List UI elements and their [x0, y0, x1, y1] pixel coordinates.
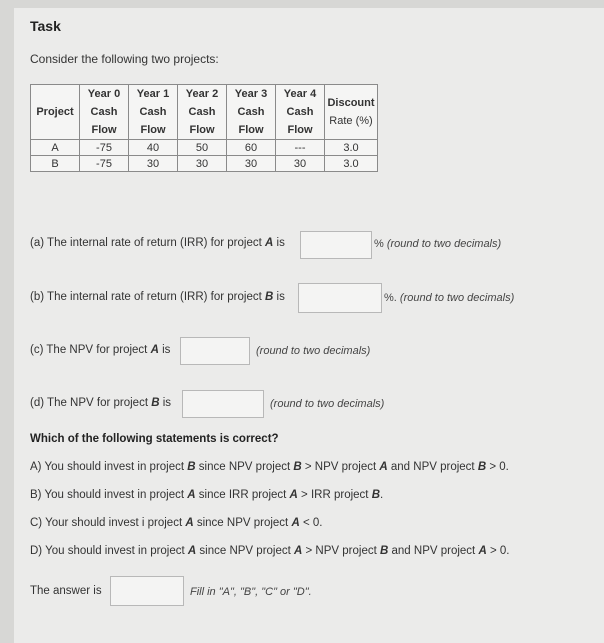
option-d-part: since NPV project [196, 545, 295, 557]
row-a-rate: 3.0 [325, 140, 378, 156]
option-c-part: A [291, 517, 300, 529]
header-year-2-l3: Flow [189, 124, 215, 136]
option-b [30, 489, 383, 501]
option-d-part: A [478, 545, 487, 557]
row-a-y0: -75 [80, 140, 129, 156]
question-a-tail: is [273, 237, 285, 249]
row-a-y3: 60 [227, 140, 276, 156]
question-d-tail: is [159, 397, 172, 409]
question-d-note: (round to two decimals) [270, 398, 385, 410]
header-year-0-l1: Year 0 [87, 88, 121, 100]
option-a-part: > 0. [486, 461, 509, 473]
question-c-note: (round to two decimals) [256, 345, 371, 357]
header-year-1-l2: Cash [139, 106, 167, 118]
header-year-3 [227, 85, 276, 140]
option-a-part: A) You should invest in project [30, 461, 188, 473]
row-b-y3: 30 [227, 156, 276, 172]
option-b-part: > IRR project [297, 489, 372, 501]
option-c [30, 517, 322, 529]
option-c-part: since NPV project [193, 517, 292, 529]
header-year-1-l3: Flow [140, 124, 166, 136]
option-d-part: B [380, 545, 389, 557]
row-b-y4: 30 [276, 156, 325, 172]
option-d-part: and NPV project [388, 545, 479, 557]
question-c-project: A [150, 344, 159, 356]
question-b-note: (round to two decimals) [399, 292, 515, 304]
option-a-part: B [293, 461, 302, 473]
option-b-part: B [371, 489, 380, 501]
option-d-part: A [294, 545, 303, 557]
answer-note: Fill in "A", "B", "C" or "D". [190, 586, 312, 598]
option-b-part: A [187, 489, 196, 501]
option-b-part: since IRR project [195, 489, 290, 501]
row-b-y2: 30 [178, 156, 227, 172]
option-a-part: since NPV project [195, 461, 294, 473]
option-b-part: . [380, 489, 384, 501]
cash-flow-table [30, 84, 378, 172]
question-a [30, 237, 285, 249]
question-d [30, 397, 171, 409]
option-d-part: > NPV project [302, 545, 380, 557]
header-discount-rate [325, 85, 378, 140]
task-title: Task [30, 18, 61, 34]
header-project: Project [31, 85, 80, 140]
question-c [30, 344, 170, 356]
option-c-part: C) Your should invest i project [30, 517, 186, 529]
answer-input[interactable] [110, 576, 184, 606]
row-a-name: A [31, 140, 80, 156]
option-a-part: B [187, 461, 196, 473]
option-b-part: B) You should invest in project [30, 489, 188, 501]
question-b-text: (b) The internal rate of return (IRR) for project [30, 291, 265, 303]
question-b-note-wrap [384, 292, 514, 304]
option-d-part: D) You should invest in project [30, 545, 188, 557]
header-year-1 [129, 85, 178, 140]
question-b-tail: is [273, 291, 285, 303]
option-a-part: B [477, 461, 487, 473]
row-b-y0: -75 [80, 156, 129, 172]
table-header-row [31, 85, 378, 140]
intro-text: Consider the following two projects: [30, 52, 219, 66]
question-d-text: (d) The NPV for project [30, 397, 152, 409]
npv-b-input[interactable] [182, 390, 264, 418]
option-b-part: A [289, 489, 298, 501]
row-a-y2: 50 [178, 140, 227, 156]
header-year-0-l2: Cash [90, 106, 118, 118]
header-year-3-l3: Flow [238, 124, 264, 136]
question-b-project: B [265, 291, 274, 303]
question-b [30, 291, 285, 303]
header-discount-l1: Discount [327, 97, 375, 109]
row-b-y1: 30 [129, 156, 178, 172]
row-a-y4: --- [276, 140, 325, 156]
question-a-project: A [265, 237, 274, 249]
question-c-text: (c) The NPV for project [30, 344, 151, 356]
option-a-part: > NPV project [301, 461, 380, 473]
which-question: Which of the following statements is correct? [30, 433, 279, 445]
option-d-part: > 0. [486, 545, 510, 557]
table-row-a [31, 140, 378, 156]
row-b-rate: 3.0 [325, 156, 378, 172]
table-row-b [31, 156, 378, 172]
header-year-0-l3: Flow [91, 124, 117, 136]
question-c-tail: is [158, 344, 171, 356]
question-a-unit: % [374, 238, 384, 250]
option-c-part: A [185, 517, 194, 529]
header-year-2 [178, 85, 227, 140]
option-d [30, 545, 509, 557]
header-discount-l2: Rate (%) [329, 115, 373, 127]
header-year-4-l1: Year 4 [283, 88, 317, 100]
option-a-part: and NPV project [387, 461, 478, 473]
header-year-3-l1: Year 3 [234, 88, 268, 100]
option-d-part: A [187, 545, 197, 557]
header-year-2-l2: Cash [188, 106, 216, 118]
question-a-note: (round to two decimals) [386, 238, 502, 250]
option-a [30, 461, 509, 473]
header-year-3-l2: Cash [237, 106, 265, 118]
option-a-part: A [379, 461, 388, 473]
question-a-note-wrap [374, 238, 501, 250]
header-year-4 [276, 85, 325, 140]
answer-label: The answer is [30, 585, 102, 597]
header-year-4-l3: Flow [287, 124, 313, 136]
question-b-unit: %. [384, 292, 397, 304]
irr-a-input[interactable] [300, 231, 372, 259]
header-year-2-l1: Year 2 [185, 88, 219, 100]
question-a-text: (a) The internal rate of return (IRR) for project [30, 237, 265, 249]
option-c-part: < 0. [299, 517, 323, 529]
task-sheet [14, 8, 604, 643]
header-year-0 [80, 85, 129, 140]
irr-b-input[interactable] [298, 283, 382, 313]
row-a-y1: 40 [129, 140, 178, 156]
header-year-4-l2: Cash [286, 106, 314, 118]
header-year-1-l1: Year 1 [136, 88, 170, 100]
question-d-project: B [151, 397, 160, 409]
npv-a-input[interactable] [180, 337, 250, 365]
row-b-name: B [31, 156, 80, 172]
